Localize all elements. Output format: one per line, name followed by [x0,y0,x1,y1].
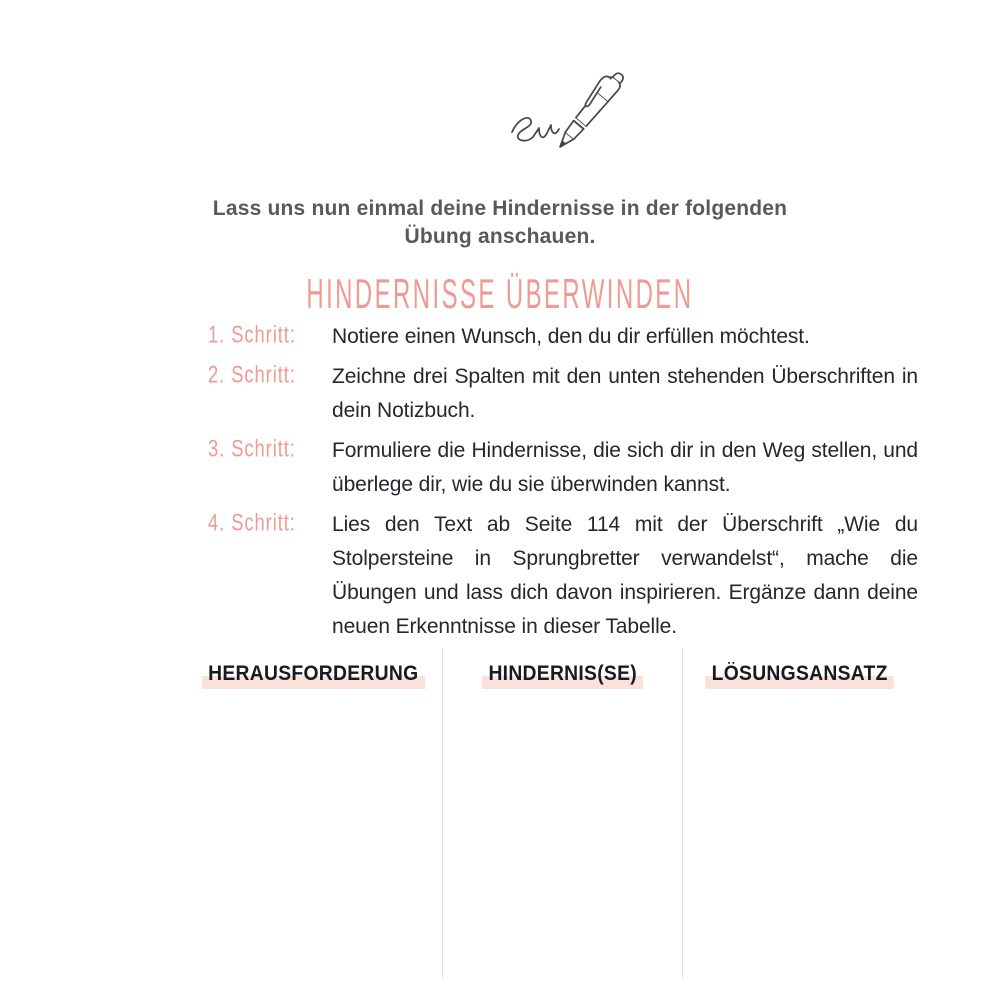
exercise-table [185,648,917,978]
page-title: HINDERNISSE ÜBERWINDEN [306,272,694,318]
steps-list [208,320,918,650]
pen-icon [498,48,634,166]
step-4-text: Lies den Text ab Seite 114 mit der Überschrift „Wie du Stolpersteine in Sprungbretter verwandelst“, mache die Übungen und lass dich davon inspirieren. Ergänze dann deine neuen Erkenntnisse in dieser Tabelle. [332,513,918,638]
step-1-label: 1. Schritt: [208,322,296,349]
table-cell-loesungsansatz [683,689,917,949]
step-4-label: 4. Schritt: [208,510,296,537]
table-cell-herausforderung [185,689,442,949]
step-1 [208,320,918,354]
intro-line-2: Übung anschauen. [404,225,596,248]
table-column-herausforderung [185,648,443,978]
table-cell-hindernisse [443,689,682,949]
step-4 [208,508,918,644]
step-2-label: 2. Schritt: [208,362,296,389]
intro-text [0,195,1000,251]
table-header-herausforderung: HERAUSFORDERUNG [202,662,425,689]
step-1-text: Notiere einen Wunsch, den du dir erfüllen möchtest. [332,325,810,348]
table-column-loesungsansatz [683,648,917,978]
intro-line-1: Lass uns nun einmal deine Hindernisse in der folgenden [212,197,788,220]
step-3 [208,434,918,502]
pen-illustration [498,48,634,166]
step-3-text: Formuliere die Hindernisse, die sich dir in den Weg stellen, und überlege dir, wie du sie überwinden kannst. [332,439,918,496]
step-2 [208,360,918,428]
table-column-hindernisse [443,648,683,978]
step-2-text: Zeichne drei Spalten mit den unten stehenden Überschriften in dein Notizbuch. [332,365,918,422]
table-header-loesungsansatz: LÖSUNGSANSATZ [706,662,895,689]
step-3-label: 3. Schritt: [208,436,296,463]
table-header-hindernisse: HINDERNIS(SE) [482,662,643,689]
